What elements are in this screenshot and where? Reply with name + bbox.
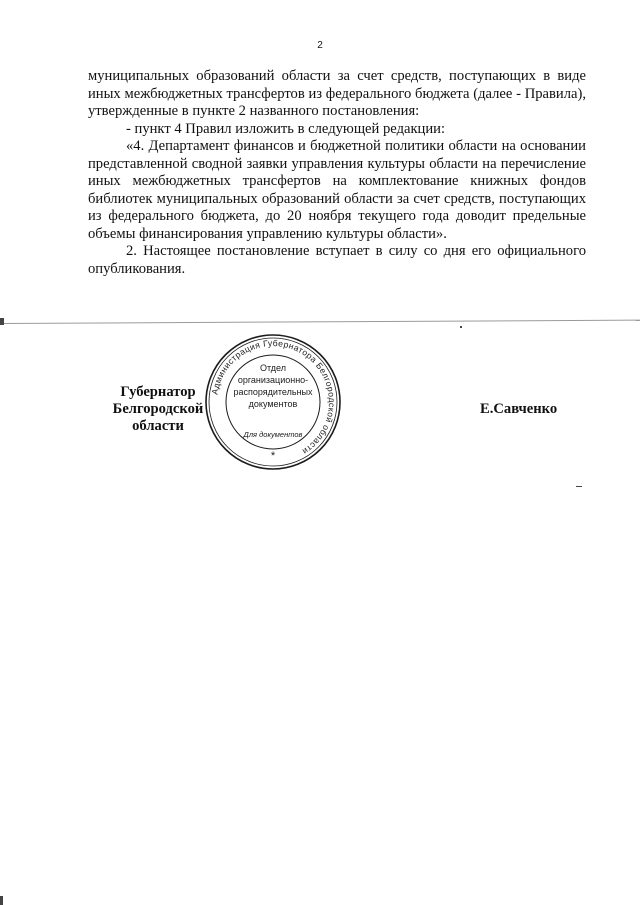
stamp-bottom-text: Для документов <box>243 430 303 439</box>
scan-artifact-dot <box>0 896 3 905</box>
scan-artifact-dot <box>0 318 4 325</box>
body-paragraph: 2. Настоящее постановление вступает в силу со дня его официального опубликования. <box>88 243 586 277</box>
stamp-inner-text: документов <box>248 399 298 409</box>
stamp-graphic <box>202 333 344 471</box>
stamp-outer-text: Администрация Губернатора Белгородской области <box>209 337 338 457</box>
stamp-inner-text: организационно- <box>237 375 309 385</box>
body-paragraph: - пункт 4 Правил изложить в следующей редакции: <box>126 120 446 137</box>
body-paragraph: «4. Департамент финансов и бюджетной политики области на основании представленной сводной заявки управления культуры области на перечисление иных межбюджетных трансфертов на комплектование книжных фондов библиотек муниципальных образований области за счет средств, поступающих из федерального бюджета, до 20 ноября текущего года доводит предельные объемы финансирования управлению культуры области». <box>88 138 586 242</box>
signatory-title-line: Губернатор <box>120 384 196 400</box>
document-body <box>88 68 586 278</box>
scan-artifact-dot <box>576 486 582 487</box>
page-number: 2 <box>317 40 323 51</box>
scan-artifact-dot <box>460 326 462 328</box>
body-paragraph: муниципальных образований области за счет средств, поступающих в виде иных межбюджетных трансфертов из федерального бюджета (далее - Правила), утвержденные в пункте 2 названного постановления: <box>88 68 586 119</box>
official-stamp <box>202 333 344 471</box>
scan-artifact-line <box>0 320 640 324</box>
signatory-title-line: Белгородской области <box>112 401 204 434</box>
stamp-inner-text: Отдел <box>259 363 287 373</box>
stamp-inner-text: распорядительных <box>233 387 313 397</box>
stamp-star: * <box>270 450 276 462</box>
signatory-name: Е.Савченко <box>480 401 558 417</box>
